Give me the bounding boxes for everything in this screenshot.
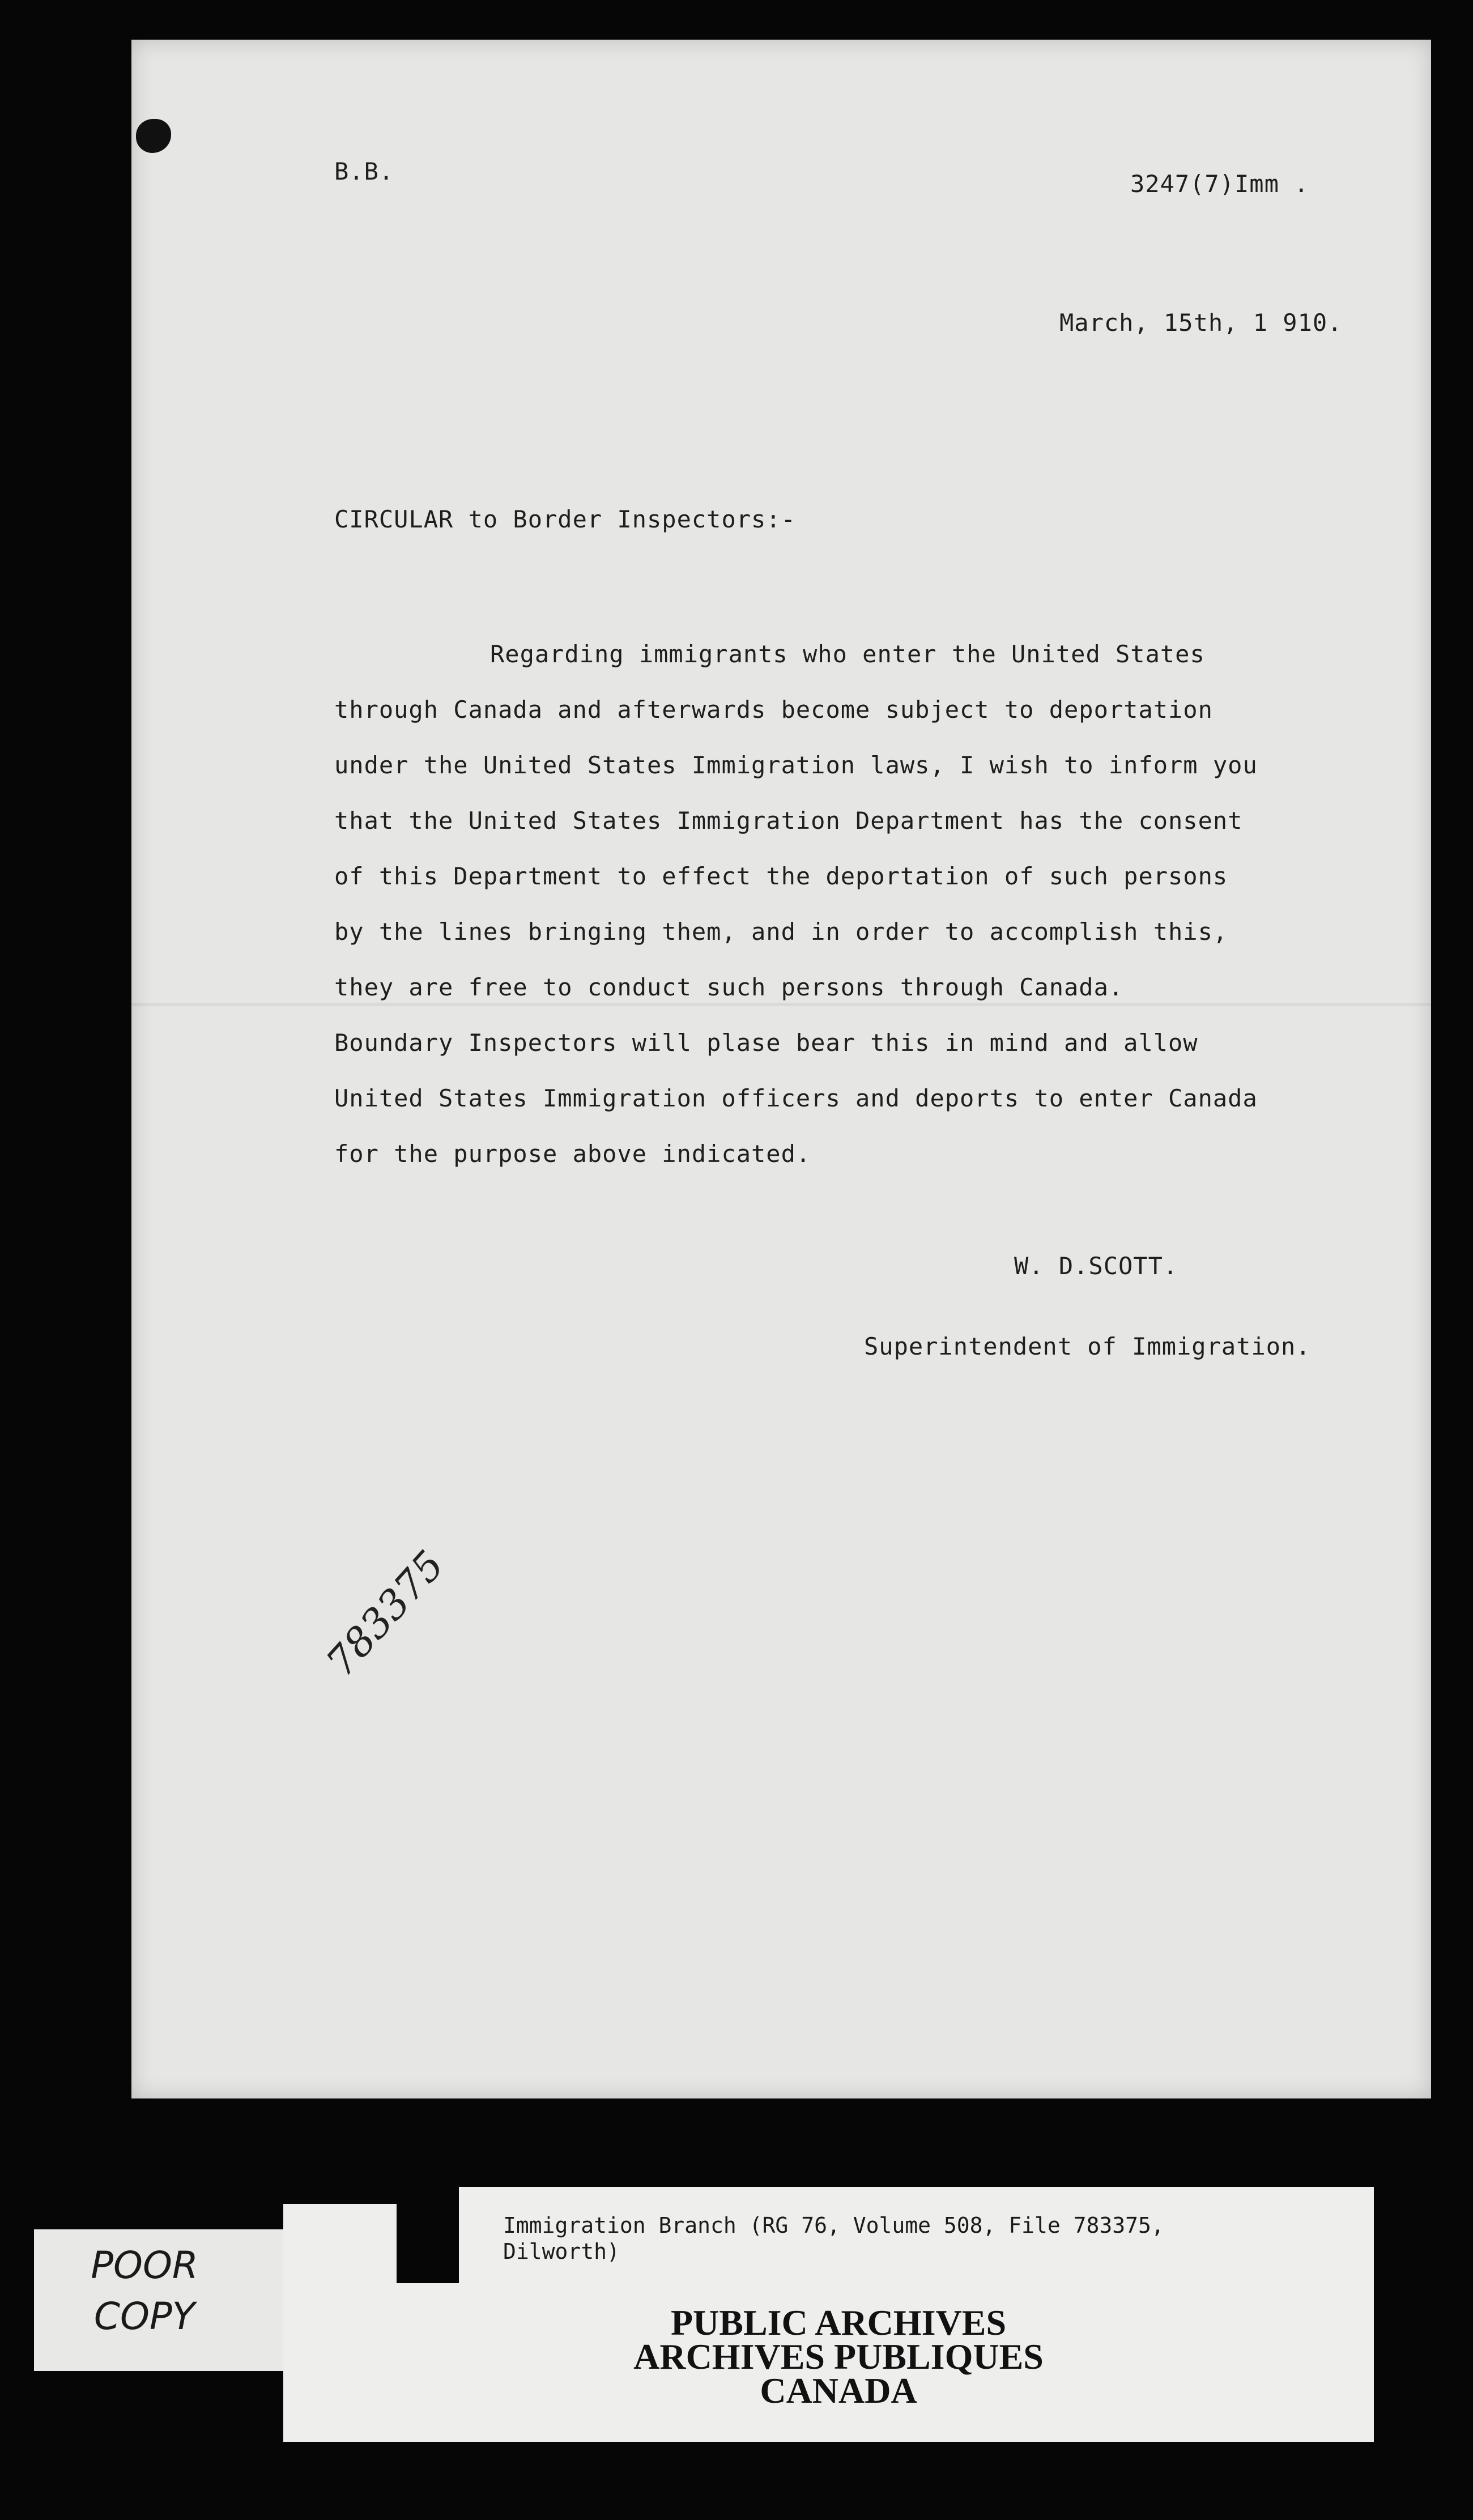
signature-title: Superintendent of Immigration. [864,1333,1311,1360]
citation-line: Dilworth) [503,2239,620,2264]
body-line: through Canada and afterwards become subject to deportation [334,696,1213,723]
salutation: CIRCULAR to Border Inspectors:- [334,505,796,533]
archives-title-en: PUBLIC ARCHIVES [670,2302,1007,2343]
poor-copy-text-line2: COPY [93,2295,195,2338]
archives-country: CANADA [760,2370,917,2411]
archive-strip-notch [397,2187,459,2283]
poor-copy-text-line1: POOR [91,2244,198,2287]
archive-citation [503,2212,1164,2264]
archives-title-fr: ARCHIVES PUBLIQUES [633,2336,1044,2377]
header-initials: B.B. [334,158,394,185]
body-line: under the United States Immigration laws, I wish to inform you [334,751,1258,779]
body-line: that the United States Immigration Department has the consent [334,807,1243,835]
signature-name: W. D.SCOTT. [1014,1252,1178,1280]
body-line: United States Immigration officers and deports to enter Canada [334,1084,1258,1112]
letter-page [131,40,1431,2098]
body-line: Boundary Inspectors will plase bear this in mind and allow [334,1029,1198,1057]
body-line: of this Department to effect the deportation of such persons [334,862,1228,890]
body-line: Regarding immigrants who enter the United States [490,640,1205,668]
letter-date: March, 15th, 1 910. [1059,309,1343,337]
body-line: for the purpose above indicated. [334,1140,811,1168]
citation-line: Immigration Branch (RG 76, Volume 508, File 783375, [503,2213,1164,2238]
page-fold-crease [131,1003,1431,1006]
file-reference: 3247(7)Imm . [1130,170,1309,198]
body-line: by the lines bringing them, and in order to accomplish this, [334,918,1228,946]
body-line: they are free to conduct such persons through Canada. [334,973,1124,1001]
handwritten-note: 783375 [317,1542,453,1685]
